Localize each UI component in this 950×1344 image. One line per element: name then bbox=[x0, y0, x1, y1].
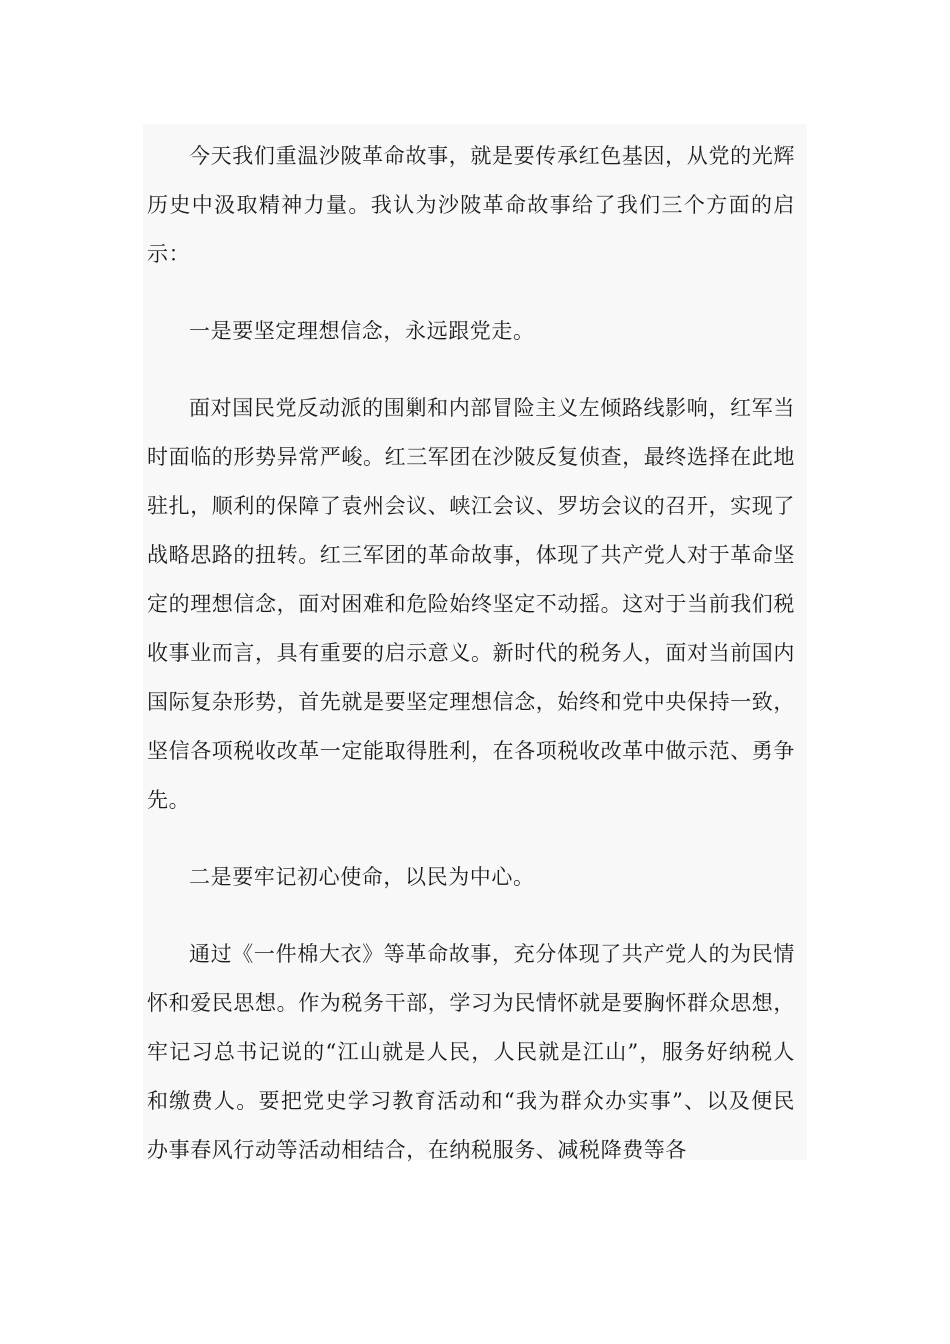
paragraph-point-two: 通过《一件棉大衣》等革命故事，充分体现了共产党人的为民情怀和爱民思想。作为税务干部，学习为民情怀就是要胸怀群众思想，牢记习总书记说的“江山就是人民，人民就是江山”，服务好纳税人和缴费人。要把党史学习教育活动和“我为群众办实事”、以及便民办事春风行动等活动相结合，在纳税服务、减税降费等各 bbox=[147, 942, 795, 1162]
document-text bbox=[147, 132, 795, 1175]
heading-point-one: 一是要坚定理想信念，永远跟党走。 bbox=[189, 319, 535, 343]
document-page bbox=[143, 124, 807, 1160]
heading-point-two: 二是要牢记初心使命，以民为中心。 bbox=[189, 865, 535, 889]
paragraph-point-one: 面对国民党反动派的围剿和内部冒险主义左倾路线影响，红军当时面临的形势异常严峻。红三军团在沙陂反复侦查，最终选择在此地驻扎，顺利的保障了袁州会议、峡江会议、罗坊会议的召开，实现了战略思路的扭转。红三军团的革命故事，体现了共产党人对于革命坚定的理想信念，面对困难和危险始终坚定不动摇。这对于当前我们税收事业而言，具有重要的启示意义。新时代的税务人，面对当前国内国际复杂形势，首先就是要坚定理想信念，始终和党中央保持一致，坚信各项税收改革一定能取得胜利，在各项税收改革中做示范、勇争先。 bbox=[147, 396, 795, 812]
paragraph-intro: 今天我们重温沙陂革命故事，就是要传承红色基因，从党的光辉历史中汲取精神力量。我认为沙陂革命故事给了我们三个方面的启示： bbox=[147, 144, 795, 266]
